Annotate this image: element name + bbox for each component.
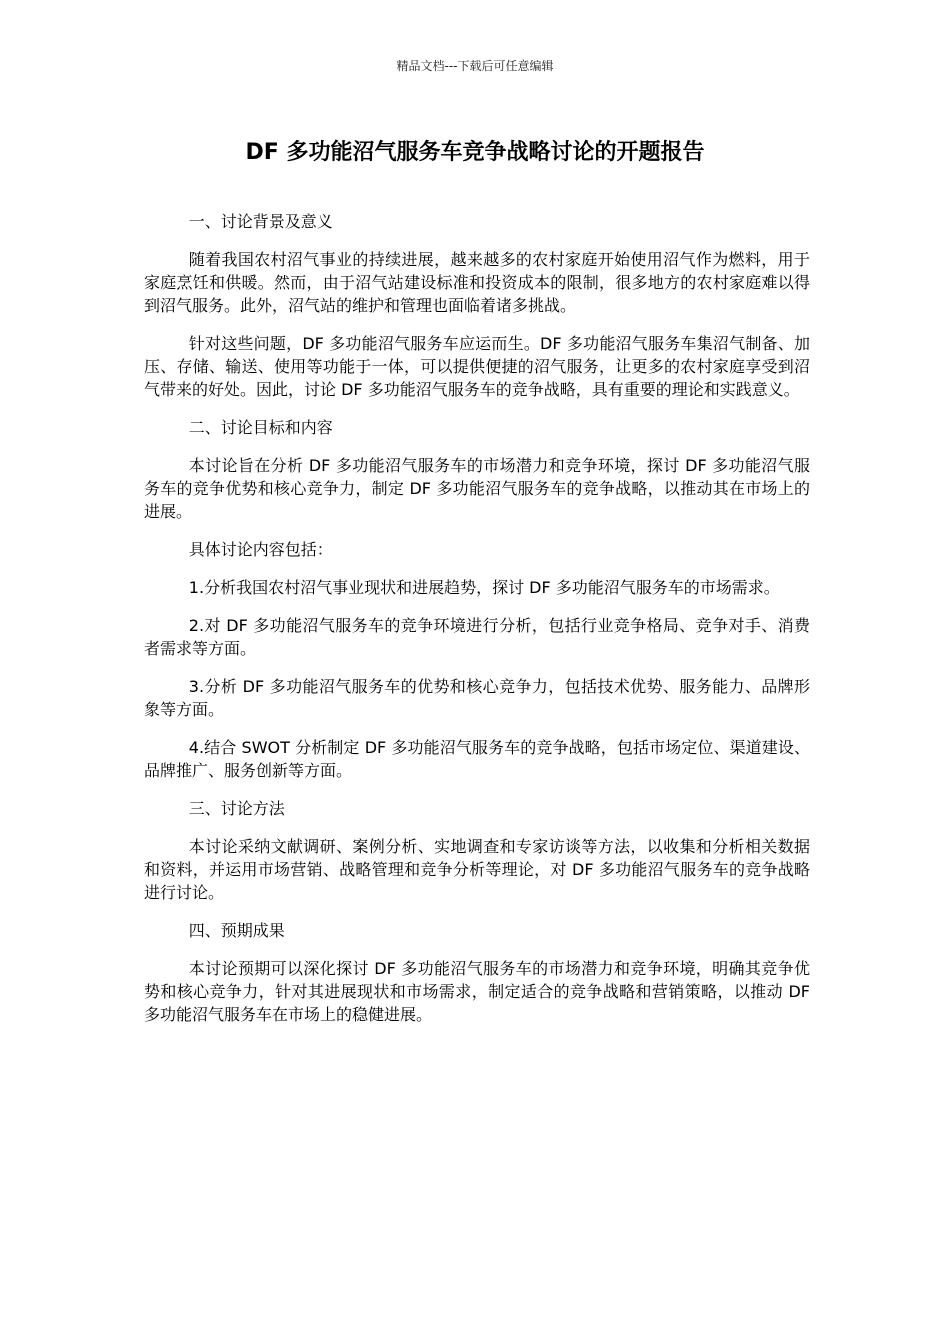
header-note: 精品文档---下载后可任意编辑 (396, 59, 554, 73)
list-item-3: 3.分析 DF 多功能沼气服务车的优势和核心竞争力，包括技术优势、服务能力、品牌形象等方面。 (144, 677, 810, 719)
paragraph-objectives-2: 具体讨论内容包括： (188, 540, 333, 559)
section-heading-outcomes: 四、预期成果 (188, 921, 285, 940)
section-heading-objectives: 二、讨论目标和内容 (188, 418, 333, 437)
document-body (144, 210, 810, 1041)
section-heading-methods: 三、讨论方法 (188, 799, 285, 818)
list-item-4: 4.结合 SWOT 分析制定 DF 多功能沼气服务车的竞争战略，包括市场定位、渠道建设、品牌推广、服务创新等方面。 (144, 738, 810, 780)
paragraph-methods: 本讨论采纳文献调研、案例分析、实地调查和专家访谈等方法，以收集和分析相关数据和资料，并运用市场营销、战略管理和竞争分析等理论，对 DF 多功能沼气服务车的竞争战略进行讨论。 (144, 837, 810, 902)
paragraph-background-2: 针对这些问题，DF 多功能沼气服务车应运而生。DF 多功能沼气服务车集沼气制备、加压、存储、输送、使用等功能于一体，可以提供便捷的沼气服务，让更多的农村家庭享受到沼气带来的好处。因此，讨论 DF 多功能沼气服务车的竞争战略，具有重要的理论和实践意义。 (144, 334, 810, 399)
list-item-2: 2.对 DF 多功能沼气服务车的竞争环境进行分析，包括行业竞争格局、竞争对手、消费者需求等方面。 (144, 616, 810, 658)
list-item-1: 1.分析我国农村沼气事业现状和进展趋势，探讨 DF 多功能沼气服务车的市场需求。 (188, 578, 780, 597)
paragraph-objectives-1: 本讨论旨在分析 DF 多功能沼气服务车的市场潜力和竞争环境，探讨 DF 多功能沼气服务车的竞争优势和核心竞争力，制定 DF 多功能沼气服务车的竞争战略，以推动其在市场上的进展。 (144, 456, 810, 521)
paragraph-background-1: 随着我国农村沼气事业的持续进展，越来越多的农村家庭开始使用沼气作为燃料，用于家庭烹饪和供暖。然而，由于沼气站建设标准和投资成本的限制，很多地方的农村家庭难以得到沼气服务。此外，沼气站的维护和管理也面临着诸多挑战。 (144, 250, 810, 315)
paragraph-outcomes: 本讨论预期可以深化探讨 DF 多功能沼气服务车的市场潜力和竞争环境，明确其竞争优势和核心竞争力，针对其进展现状和市场需求，制定适合的竞争战略和营销策略，以推动 DF 多功能沼气服务车在市场上的稳健进展。 (144, 959, 810, 1024)
section-heading-background: 一、讨论背景及意义 (188, 212, 333, 231)
document-title: DF 多功能沼气服务车竞争战略讨论的开题报告 (245, 140, 705, 165)
